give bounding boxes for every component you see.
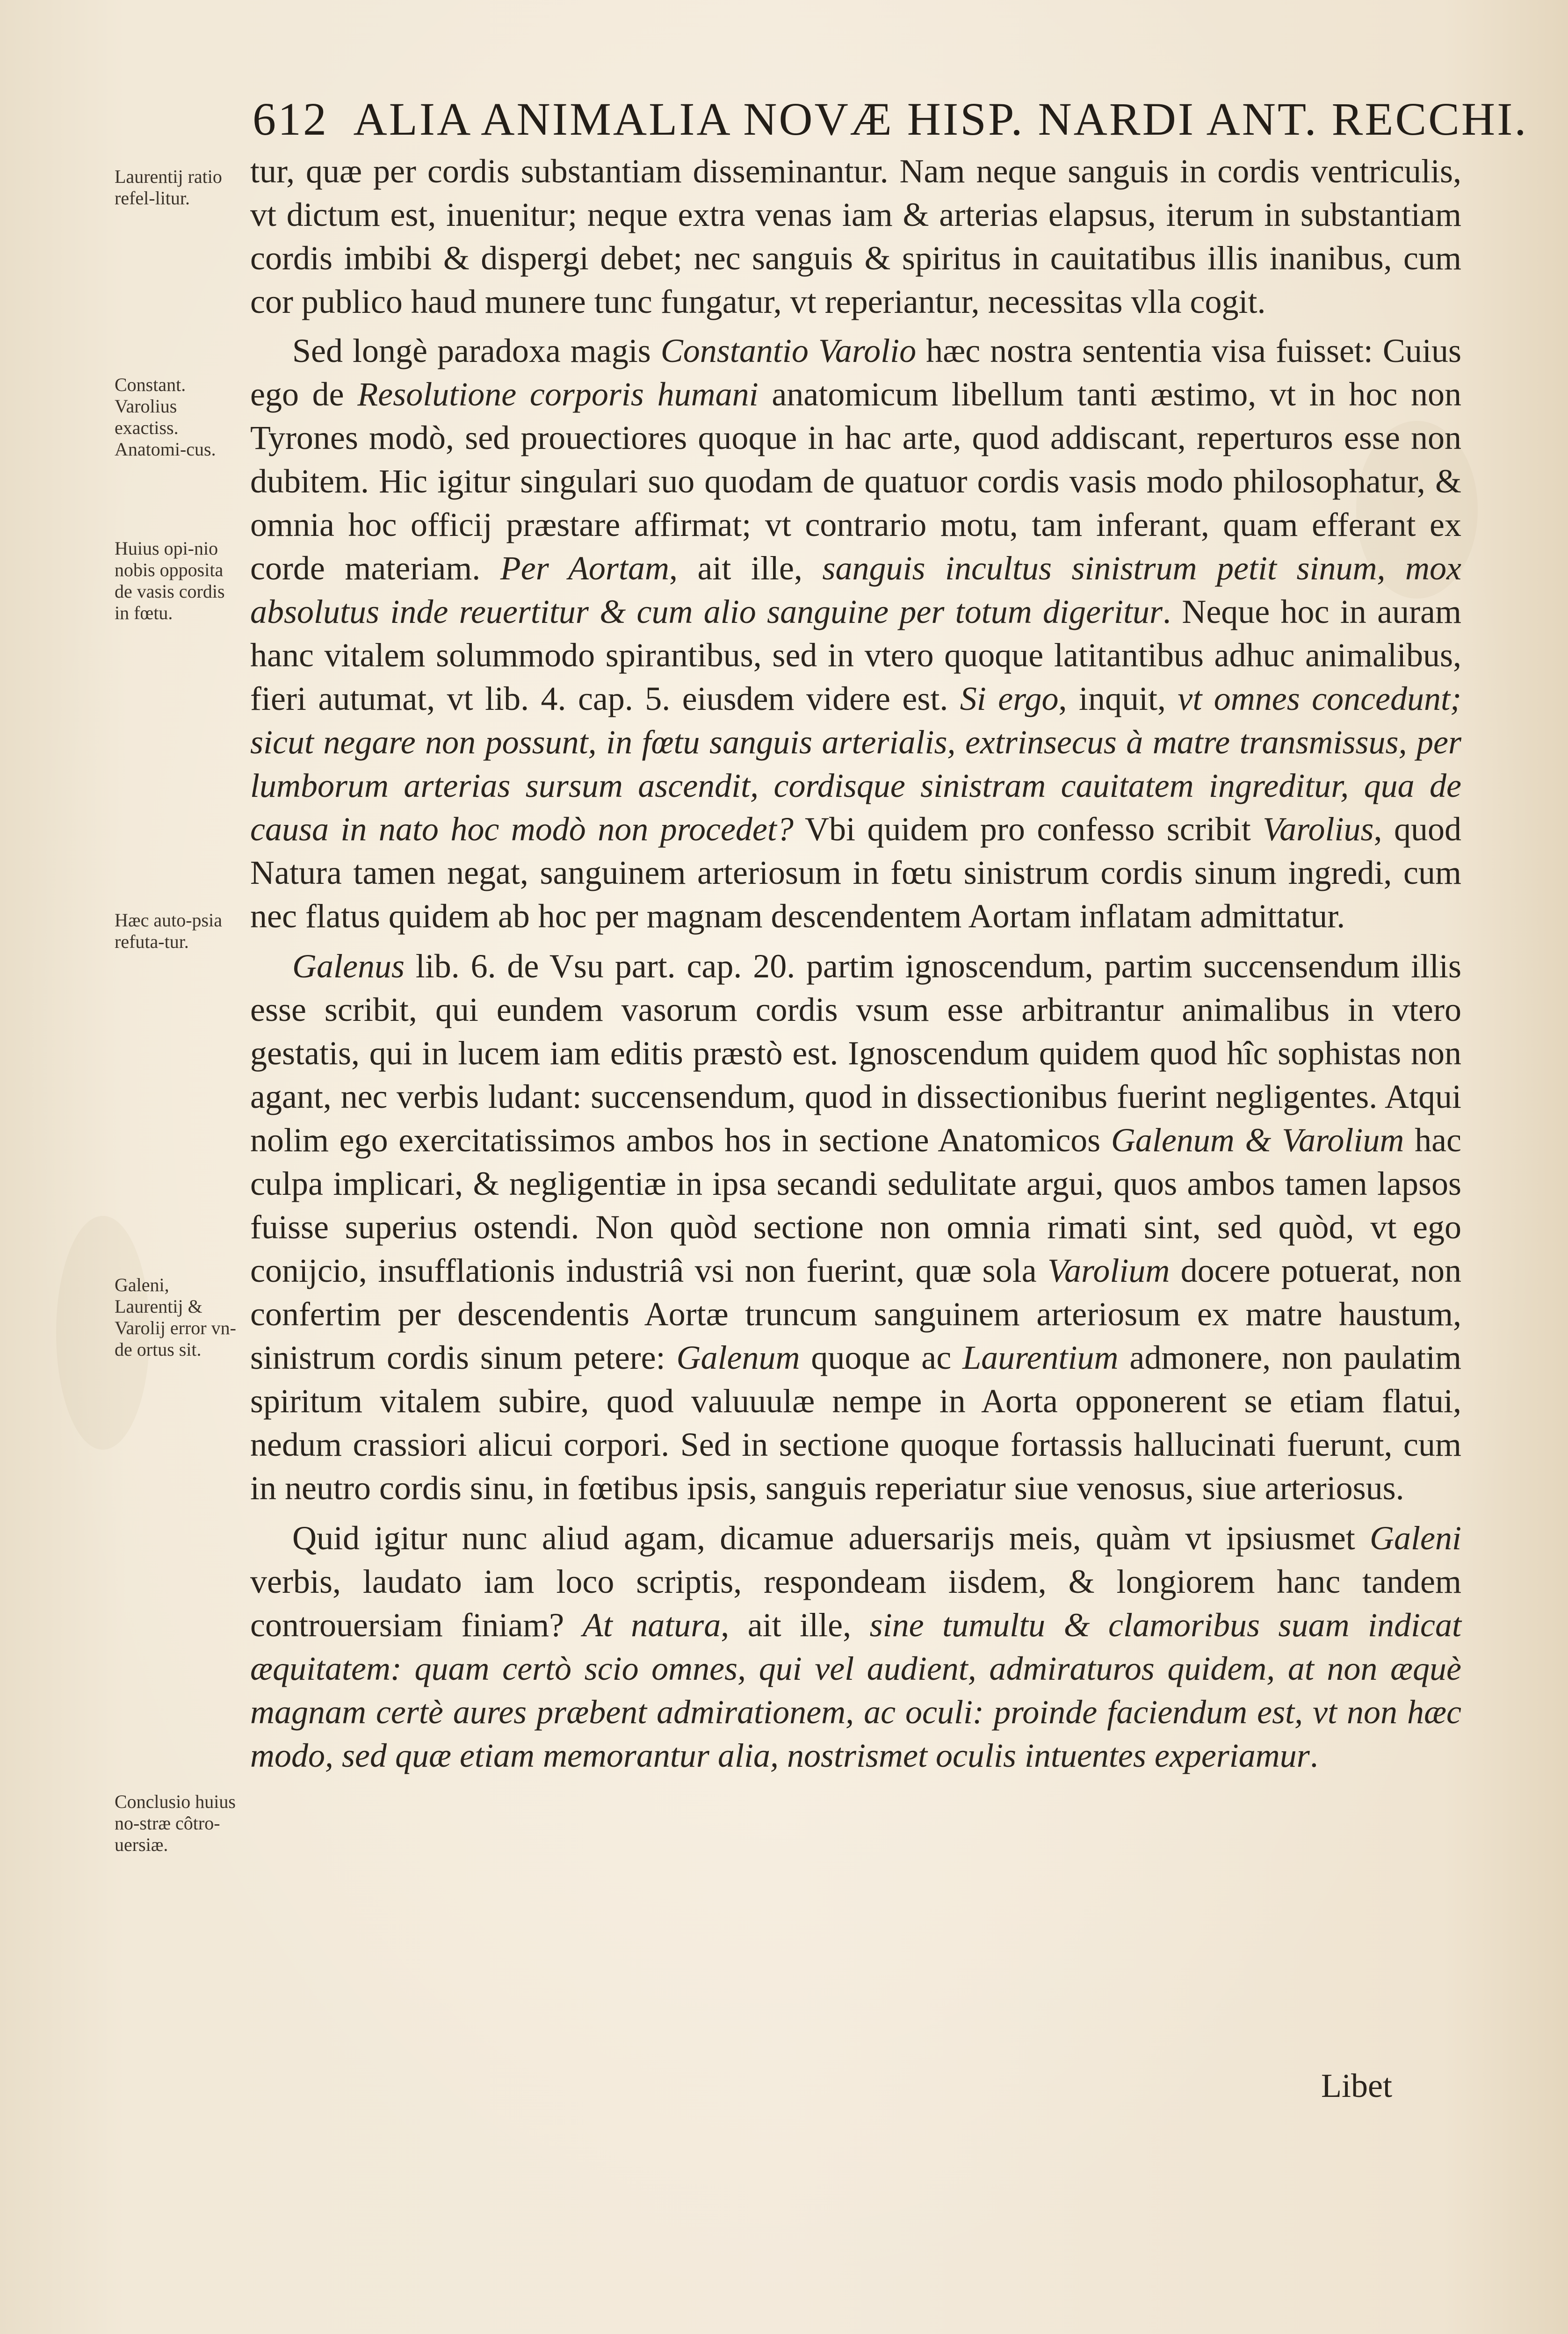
marginal-note: Huius opi-nio nobis opposita de vasis cordis in fœtu. [115, 538, 225, 623]
text-run-italic: Resolutione corporis humani [357, 376, 759, 413]
running-head [253, 89, 1528, 150]
paragraph [250, 329, 1461, 938]
text-run: Vbi quidem pro confesso scribit [793, 810, 1263, 848]
text-run-italic: Constantio Varolio [660, 332, 917, 369]
text-run-italic: Varolium [1047, 1252, 1170, 1289]
text-run: verbis, laudato iam loco scriptis, respondeam iisdem, & longiorem hanc tandem controuersiam finiam? [250, 1563, 1461, 1644]
text-run-italic: Per Aortam [500, 549, 669, 587]
text-run-italic: Galenus [292, 947, 405, 985]
text-run: , inquit, [1058, 680, 1178, 717]
text-run: . Neque hoc in auram hanc vitalem solummodo spirantibus, sed in vtero quoque latitantibus adhuc animalibus, fieri autumat, vt lib. 4. cap. 5. eiusdem videre est. [250, 593, 1462, 717]
text-run: hac culpa implicari, & negligentiæ in ipsa secandi sedulitate argui, quos ambos tamen lapsos fuisse superius ostendi. Non quòd sectione non omnia rimati sint, sed quòd, vt ego conijcio, insufflationis industriâ vsi non fuerint, quæ sola [250, 1121, 1461, 1289]
marginal-note: Constant. Varolius exactiss. Anatomi-cus. [115, 374, 216, 460]
text-run: , ait ille, [721, 1606, 870, 1644]
text-run: lib. 6. de Vsu part. cap. 20. partim ignoscendum, partim succensendum illis esse scribit, qui eundem vasorum cordis vsum esse arbitrantur animalibus in vtero gestatis, qui in lucem iam editis præstò est. Ignoscendum quidem quod hîc sophistas non agant, nec verbis ludant: succensendum, quod in dissectionibus fuerint negligentes. Atqui nolim ego exercitatissimos ambos hos in sectione Anatomicos [250, 947, 1461, 1159]
text-run: . [1309, 1737, 1318, 1774]
paragraph [250, 150, 1461, 324]
page-number: 612 [253, 93, 328, 145]
text-run-italic: Varolius [1263, 810, 1374, 848]
marginal-note: Galeni, Laurentij & Varolij error vn-de ortus sit. [115, 1274, 236, 1360]
paragraph [250, 945, 1461, 1510]
paragraph [250, 1517, 1461, 1778]
marginal-note: Conclusio huius no-stræ côtro-uersiæ. [115, 1791, 236, 1855]
text-run: admonere, non paulatim spiritum vitalem subire, quod valuuulæ nempe in Aorta opponerent se etiam flatui, nedum crassiori alicui corpori. Sed in sectione quoque fortassis hallucinati fuerunt, cum in neutro cordis sinu, in fœtibus ipsis, sanguis reperiatur siue venosus, siue arteriosus. [250, 1339, 1462, 1507]
text-run: Quid igitur nunc aliud agam, dicamue aduersarijs meis, quàm vt ipsiusmet [292, 1519, 1370, 1557]
text-run: anatomicum libellum tanti æstimo, vt in hoc non Tyrones modò, sed prouectiores quoque in hac arte, quod addiscant, reperturos esse non dubitem. Hic igitur singulari suo quodam de quatuor cordis vasis modo philosophatur, & omnia hoc officij præstare affirmat; vt contrario motu, tam inferant, quam efferant ex corde materiam. [250, 376, 1461, 587]
catchword: Libet [1321, 2067, 1392, 2104]
text-run-italic: Si ergo [960, 680, 1059, 717]
text-run: tur, quæ per cordis substantiam disseminantur. Nam neque sanguis in cordis ventriculis, vt dictum est, inuenitur; neque extra venas iam & arterias elapsus, iterum in substantiam cordis imbibi & dispergi debet; nec sanguis & spiritus in cauitatibus illis inanibus, cum cor publico haud munere tunc fungatur, vt reperiantur, necessitas vlla cogit. [250, 152, 1461, 320]
text-run-italic: sine tumultu & clamoribus suam indicat æquitatem: quam certò scio omnes, qui vel audient, admiraturos quidem, at non æquè magnam certè aures præbent admirationem, ac oculi: proinde faciendum est, vt non hæc modo, sed quæ etiam memorantur alia, nostrismet oculis intuentes experiamur [250, 1606, 1462, 1774]
text-run: quoque ac [800, 1339, 963, 1376]
text-run: , ait ille, [669, 549, 823, 587]
text-run: hæc nostra sententia visa fuisset: Cuius ego de [250, 332, 1461, 413]
text-run: docere potuerat, non confertim per descendentis Aortæ truncum sanguinem arteriosum ex matre haustum, sinistrum cordis sinum petere: [250, 1252, 1461, 1376]
text-run: Sed longè paradoxa magis [292, 332, 661, 369]
text-run-italic: sanguis incultus sinistrum petit sinum, mox absolutus inde reuertitur & cum alio sanguine per totum digeritur [250, 549, 1462, 630]
text-run: , quod Natura tamen negat, sanguinem arteriosum in fœtu sinistrum cordis sinum ingredi, cum nec flatus quidem ab hoc per magnam descendentem Aortam inflatam admittatur. [250, 810, 1461, 935]
text-run-italic: Galeni [1370, 1519, 1461, 1557]
marginal-note: Laurentij ratio refel-litur. [115, 166, 222, 209]
text-run-italic: vt omnes concedunt; sicut negare non possunt, in fœtu sanguis arterialis, extrinsecus à matre transmissus, per lumborum arterias sursum ascendit, cordisque sinistram cauitatem ingreditur, qua de causa in nato hoc modò non procedet? [250, 680, 1461, 848]
text-run-italic: Laurentium [962, 1339, 1119, 1376]
text-run-italic: Galenum [676, 1339, 800, 1376]
text-run-italic: Galenum & Varolium [1111, 1121, 1404, 1159]
body-text [250, 150, 1461, 1778]
running-head-title: ALIA ANIMALIA NOVÆ HISP. NARDI ANT. RECCHI. [353, 93, 1528, 145]
marginal-note: Hæc auto-psia refuta-tur. [115, 910, 222, 952]
text-run-italic: At natura [582, 1606, 721, 1644]
